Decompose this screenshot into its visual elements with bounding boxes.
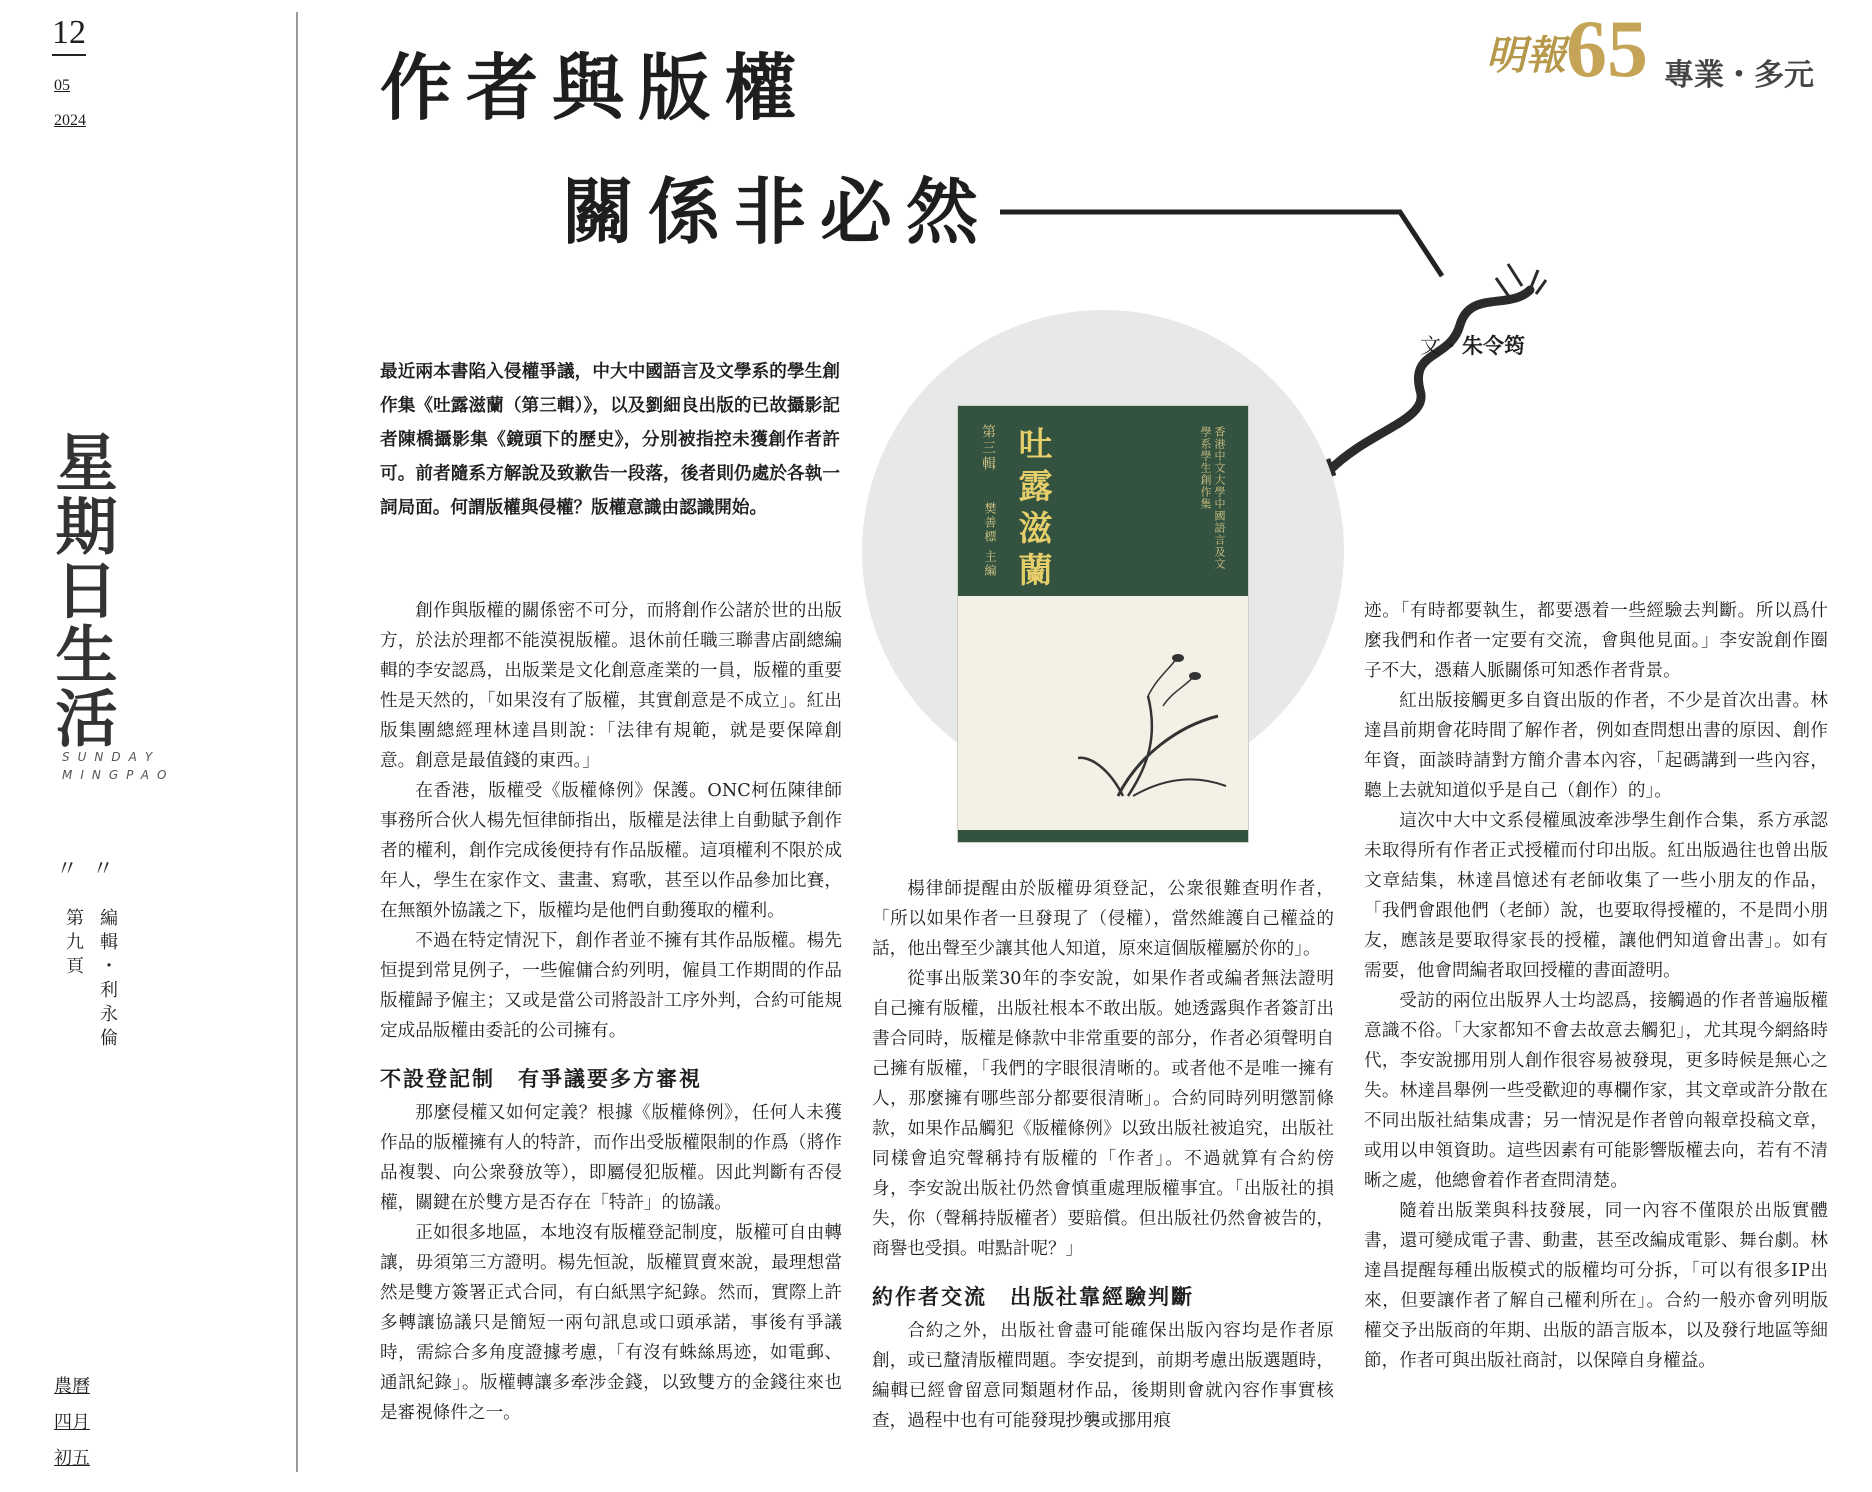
paragraph: 從事出版業30年的李安說，如果作者或編者無法證明自己擁有版權，出版社根本不敢出版。她透露與作者簽訂出書合同時，版權是條款中非常重要的部分，作者必須聲明自己擁有版權，「我們的字眼很清晰的。或者他不是唯一擁有人，那麼擁有哪些部分都要很清晰」。合約同時列明懲罰條款，如果作品觸犯《版權條例》以致出版社被追究，出版社同樣會追究聲稱持有版權的「作者」。不過就算有合約傍身，李安說出版社仍然會慎重處理版權事宜。「出版社的損失，你（聲稱持版權者）要賠償。但出版社仍然會被告的，商譽也受損。咁點計呢？」 xyxy=(872,969,1334,1259)
masthead-logo: 星期日生活 xyxy=(45,430,118,750)
lunar-calendar-label: 農曆 xyxy=(54,1376,90,1397)
byline-prefix: 文・ xyxy=(1420,334,1462,358)
paragraph: 受訪的兩位出版界人士均認爲，接觸過的作者普遍版權意識不俗。「大家都知不會去故意去觸犯」，尤其現今網絡時代，李安說挪用別人創作很容易被發現，更多時候是無心之失。林達昌舉例一些受歡迎的專欄作家，其文章或許分散在不同出版社結集成書；另一情況是作者曾向報章投稿文章，或用以申領資助。這些因素有可能影響版權去向，若有不清晰之處，他總會着作者查問清楚。 xyxy=(1364,991,1828,1191)
brand-tagline: 專業・多元 xyxy=(1664,58,1814,93)
brand-anniversary: 65 xyxy=(1566,3,1648,94)
book-cover-series: 第三輯 xyxy=(980,424,996,472)
paragraph: 正如很多地區，本地沒有版權登記制度，版權可自由轉讓，毋須第三方證明。楊先恒說，版權買賣來說，最理想當然是雙方簽署正式合同，有白紙黑字紀錄。然而，實際上許多轉讓協議只是簡短一兩句訊息或口頭承諾，事後有爭議時，需綜合多角度證據考慮，「有沒有蛛絲馬迹，如電郵、通訊紀錄」。版權轉讓多牽涉金錢，以致雙方的金錢往來也是審視條件之一。 xyxy=(380,1223,842,1423)
paragraph: 不過在特定情況下，創作者並不擁有其作品版權。楊先恒提到常見例子，一些僱傭合約列明，僱員工作期間的作品版權歸予僱主；又或是當公司將設計工序外判，合約可能規定成品版權由委託的公司擁有。 xyxy=(380,931,842,1041)
editor-label: 編輯・利永倫 xyxy=(97,908,118,1052)
paragraph: 隨着出版業與科技發展，同一內容不僅限於出版實體書，還可變成電子書、動畫，甚至改編成電影、舞台劇。林達昌提醒每種出版模式的版權均可分拆，「可以有很多IP出來，但要讓作者了解自己權利所在」。合約一般亦會列明版權交予出版商的年期、出版的語言版本，以及發行地區等細節，作者可與出版社商討，以保障自身權益。 xyxy=(1364,1201,1828,1371)
byline-author: 朱令筠 xyxy=(1462,334,1525,358)
paragraph: 紅出版接觸更多自資出版的作者，不少是首次出書。林達昌前期會花時間了解作者，例如查問想出書的原因、創作年資，面談時請對方簡介書本內容，「起碼講到一些內容，聽上去就知道似乎是自己（創作）的」。 xyxy=(1364,691,1828,801)
headline-line-1: 作者與版權 xyxy=(380,45,811,130)
brand-logo xyxy=(1486,3,1846,94)
article-column-1 xyxy=(380,596,842,1428)
lunar-month: 四月 xyxy=(54,1412,90,1433)
brand-name: 明報 xyxy=(1486,33,1566,78)
article-column-2 xyxy=(872,874,1334,1436)
book-cover-publisher: 香港中文大學中國語言及文學系學生創作集 xyxy=(1199,426,1226,570)
orchid-painting-icon xyxy=(1078,646,1228,816)
date-month: 05 xyxy=(54,77,70,94)
page-label: 第九頁 xyxy=(63,908,84,980)
subheading: 不設登記制 有爭議要多方審視 xyxy=(380,1066,702,1091)
book-cover-editor: 樊善標 主編 xyxy=(983,502,997,578)
lead-paragraph: 最近兩本書陷入侵權爭議，中大中國語言及文學系的學生創作集《吐露滋蘭（第三輯）》，以及劉細良出版的已故攝影記者陳橋攝影集《鏡頭下的歷史》，分別被指控未獲創作者許可。前者隨系方解說及致歉告一段落，後者則仍處於各執一詞局面。何謂版權與侵權？版權意識由認識開始。 xyxy=(380,362,840,518)
paragraph: 合約之外，出版社會盡可能確保出版內容均是作者原創，或已釐清版權問題。李安提到，前期考慮出版選題時，編輯已經會留意同類題材作品，後期則會就內容作事實核查，過程中也有可能發現抄襲或挪用痕 xyxy=(872,1321,1334,1431)
book-cover-image xyxy=(958,406,1248,842)
page-number: 12 xyxy=(52,16,86,56)
article-column-3 xyxy=(1364,596,1828,1376)
date-year: 2024 xyxy=(54,112,86,129)
paragraph: 創作與版權的關係密不可分，而將創作公諸於世的出版方，於法於理都不能漠視版權。退休前任職三聯書店副總編輯的李安認爲，出版業是文化創意產業的一員，版權的重要性是天然的，「如果沒有了版權，其實創意是不成立」。紅出版集團總經理林達昌則說：「法律有規範，就是要保障創意。創意是最值錢的東西。」 xyxy=(380,601,842,771)
headline-rule xyxy=(1000,212,1442,276)
ornament: 〃〃 xyxy=(56,856,129,881)
book-cover-title: 吐露滋蘭 xyxy=(1012,426,1052,594)
column-divider xyxy=(296,12,298,1472)
paragraph: 在香港，版權受《版權條例》保護。ONC柯伍陳律師事務所合伙人楊先恒律師指出，版權是法律上自動賦予創作者的權利，創作完成後便持有作品版權。這項權利不限於成年人，學生在家作文、畫畫、寫歌，甚至以作品參加比賽，在無額外協議之下，版權均是他們自動獲取的權利。 xyxy=(380,781,842,921)
masthead-english: SUNDAY MINGPAO xyxy=(62,750,175,782)
paragraph: 楊律師提醒由於版權毋須登記，公衆很難查明作者，「所以如果作者一旦發現了（侵權），當然維護自己權益的話，他出聲至少讓其他人知道，原來這個版權屬於你的」。 xyxy=(872,879,1334,959)
headline-line-2: 關係非必然 xyxy=(562,169,993,254)
paragraph: 迹。「有時都要執生，都要憑着一些經驗去判斷。所以爲什麼我們和作者一定要有交流，會與他見面。」李安說創作圈子不大，憑藉人脈關係可知悉作者背景。 xyxy=(1364,601,1828,681)
lunar-day: 初五 xyxy=(54,1448,90,1469)
paragraph: 那麼侵權又如何定義？根據《版權條例》，任何人未獲作品的版權擁有人的特許，而作出受版權限制的作爲（將作品複製、向公衆發放等），即屬侵犯版權。因此判斷有否侵權，關鍵在於雙方是否存在「特許」的協議。 xyxy=(380,1103,842,1213)
book-cover-bottom-band xyxy=(958,830,1248,842)
byline xyxy=(1420,330,1525,360)
subheading: 約作者交流 出版社靠經驗判斷 xyxy=(872,1284,1194,1309)
paragraph: 這次中大中文系侵權風波牽涉學生創作合集，系方承認未取得所有作者正式授權而付印出版。紅出版過往也曾出版文章結集，林達昌憶述有老師收集了一些小朋友的作品，「我們會跟他們（老師）說，也要取得授權的，不是問小朋友，應該是要取得家長的授權，讓他們知道會出書」。如有需要，他會問編者取回授權的書面證明。 xyxy=(1364,811,1828,981)
